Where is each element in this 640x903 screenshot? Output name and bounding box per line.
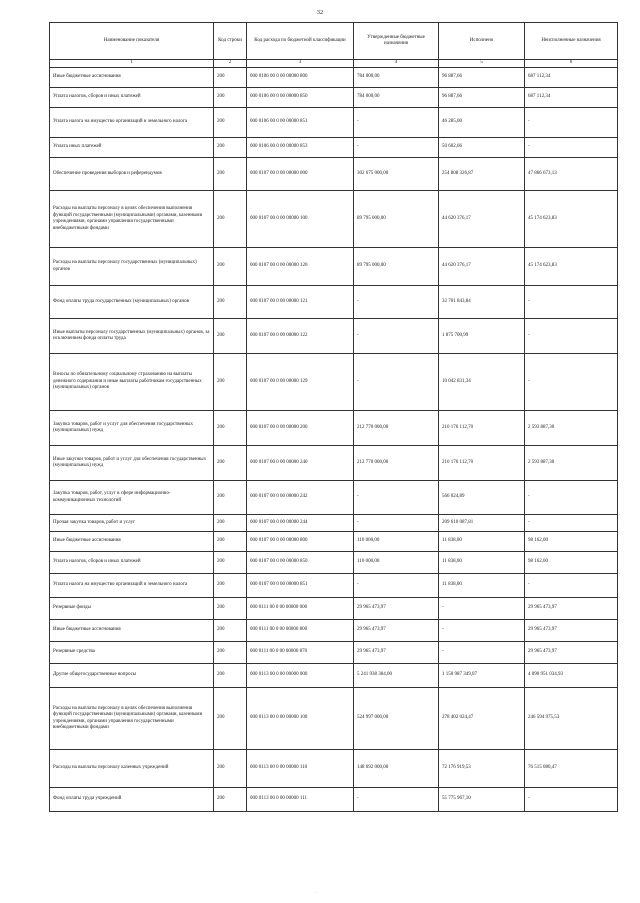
row-executed: 72 176 919,53: [439, 750, 525, 788]
row-unexecuted: 2 593 887,30: [525, 446, 618, 481]
row-unexecuted: -: [525, 354, 618, 411]
row-line-code: 200: [214, 552, 247, 574]
row-expense-code: 000 0107 00 0 00 00000 851: [247, 574, 354, 598]
row-approved: -: [354, 138, 439, 158]
row-line-code: 200: [214, 411, 247, 446]
row-approved: 148 692 000,00: [354, 750, 439, 788]
header-line-code: Код строки: [214, 23, 247, 60]
row-approved: 29 965 473,97: [354, 642, 439, 664]
row-approved: -: [354, 515, 439, 532]
column-number: 3: [247, 60, 354, 68]
row-unexecuted: 29 965 473,97: [525, 620, 618, 642]
table-row: [50, 446, 618, 481]
row-expense-code: 000 0107 00 0 00 00000 240: [247, 446, 354, 481]
row-name: Расходы на выплаты персоналу государственных (муниципальных) органов: [50, 248, 214, 286]
row-name: Иные закупки товаров, работ и услуг для обеспечения государственных (муниципальных) нужд: [50, 446, 214, 481]
table-row: [50, 750, 618, 788]
table-row: [50, 598, 618, 620]
row-name: Расходы на выплаты персоналу в целях обеспечения выполнения функций государственными (муниципальными) органами, казенными учреждениями, органами управления государственными внебюджетными фондами: [50, 688, 214, 750]
table-row: [50, 688, 618, 750]
header-expense-code: Код расхода по бюджетной классификации: [247, 23, 354, 60]
table-row: [50, 108, 618, 138]
table-row: [50, 532, 618, 552]
column-number: 6: [525, 60, 618, 68]
row-line-code: 200: [214, 108, 247, 138]
row-executed: -: [439, 642, 525, 664]
column-number: 5: [439, 60, 525, 68]
row-expense-code: 000 0106 00 0 00 00000 800: [247, 68, 354, 88]
row-expense-code: 000 0107 00 0 00 00000 120: [247, 248, 354, 286]
row-executed: 32 701 843,84: [439, 286, 525, 319]
row-executed: 254 808 326,87: [439, 158, 525, 191]
row-expense-code: 000 0107 00 0 00 00000 100: [247, 191, 354, 248]
row-unexecuted: 246 594 975,53: [525, 688, 618, 750]
row-name: Уплата иных платежей: [50, 138, 214, 158]
header-indicator-name: Наименование показателя: [50, 23, 214, 60]
row-approved: -: [354, 286, 439, 319]
row-executed: 44 620 376,17: [439, 191, 525, 248]
row-unexecuted: -: [525, 788, 618, 812]
table-row: [50, 354, 618, 411]
row-executed: -: [439, 598, 525, 620]
row-unexecuted: -: [525, 481, 618, 515]
table-row: [50, 248, 618, 286]
row-line-code: 200: [214, 68, 247, 88]
column-number: 4: [354, 60, 439, 68]
table-row: [50, 286, 618, 319]
row-unexecuted: 45 174 623,83: [525, 191, 618, 248]
row-unexecuted: -: [525, 138, 618, 158]
table-row: [50, 574, 618, 598]
row-unexecuted: 4 090 951 034,93: [525, 664, 618, 688]
row-executed: 50 602,66: [439, 138, 525, 158]
row-expense-code: 000 0106 00 0 00 00000 850: [247, 88, 354, 108]
row-approved: 110 000,00: [354, 552, 439, 574]
table-row: [50, 138, 618, 158]
table-row: [50, 788, 618, 812]
row-name: Уплата налога на имущество организаций и земельного налога: [50, 108, 214, 138]
row-executed: 566 024,89: [439, 481, 525, 515]
row-executed: 96 887,66: [439, 88, 525, 108]
column-number-row: [50, 60, 618, 68]
row-unexecuted: -: [525, 515, 618, 532]
row-name: Уплата налогов, сборов и иных платежей: [50, 88, 214, 108]
row-unexecuted: 76 515 080,47: [525, 750, 618, 788]
row-line-code: 200: [214, 248, 247, 286]
row-approved: 110 000,00: [354, 532, 439, 552]
row-line-code: 200: [214, 788, 247, 812]
row-line-code: 200: [214, 138, 247, 158]
row-unexecuted: 98 162,00: [525, 552, 618, 574]
row-executed: 96 887,66: [439, 68, 525, 88]
row-line-code: 200: [214, 481, 247, 515]
row-name: Уплата налога на имущество организаций и земельного налога: [50, 574, 214, 598]
row-unexecuted: -: [525, 108, 618, 138]
table-row: [50, 642, 618, 664]
row-expense-code: 000 0107 00 0 00 00000 800: [247, 532, 354, 552]
row-line-code: 200: [214, 598, 247, 620]
row-approved: -: [354, 319, 439, 354]
row-name: Обеспечение проведения выборов и референдумов: [50, 158, 214, 191]
row-line-code: 200: [214, 750, 247, 788]
table-row: [50, 319, 618, 354]
row-line-code: 200: [214, 354, 247, 411]
row-expense-code: 000 0107 00 0 00 00000 850: [247, 552, 354, 574]
row-name: Фонд оплаты труда учреждений: [50, 788, 214, 812]
row-executed: 1 875 700,99: [439, 319, 525, 354]
row-approved: 784 000,00: [354, 68, 439, 88]
row-line-code: 200: [214, 688, 247, 750]
row-expense-code: 000 0111 00 0 00 00000 870: [247, 642, 354, 664]
row-unexecuted: 687 112,34: [525, 68, 618, 88]
row-approved: 524 997 000,00: [354, 688, 439, 750]
page-number: 32: [316, 9, 324, 16]
row-executed: 210 176 112,70: [439, 411, 525, 446]
row-name: Взносы по обязательному социальному страхованию на выплаты денежного содержания и иные выплаты работникам государственных (муниципальных) органов: [50, 354, 214, 411]
row-approved: 5 241 938 384,00: [354, 664, 439, 688]
row-expense-code: 000 0111 00 0 00 00000 000: [247, 598, 354, 620]
table-body: [50, 68, 618, 812]
row-expense-code: 000 0107 00 0 00 00000 200: [247, 411, 354, 446]
row-expense-code: 000 0113 00 0 00 00000 000: [247, 664, 354, 688]
row-unexecuted: 29 965 473,97: [525, 642, 618, 664]
row-line-code: 200: [214, 620, 247, 642]
row-unexecuted: -: [525, 574, 618, 598]
row-approved: 784 000,00: [354, 88, 439, 108]
row-executed: 11 838,00: [439, 552, 525, 574]
row-expense-code: 000 0107 00 0 00 00000 121: [247, 286, 354, 319]
row-expense-code: 000 0106 00 0 00 00000 853: [247, 138, 354, 158]
row-name: Иные бюджетные ассигнования: [50, 68, 214, 88]
row-name: Уплата налогов, сборов и иных платежей: [50, 552, 214, 574]
row-name: Расходы на выплаты персоналу в целях обеспечения выполнения функций государственными (муниципальными) органами, казенными учреждениями, органами управления государственными внебюджетными фондами: [50, 191, 214, 248]
row-executed: 11 838,00: [439, 532, 525, 552]
row-line-code: 200: [214, 664, 247, 688]
scan-mark: ·: [315, 891, 317, 896]
row-line-code: 200: [214, 446, 247, 481]
row-line-code: 200: [214, 286, 247, 319]
row-name: Иные выплаты персоналу государственных (муниципальных) органов, за исключением фонда оплаты труда: [50, 319, 214, 354]
header-executed: Исполнено: [439, 23, 525, 60]
row-unexecuted: 47 866 673,13: [525, 158, 618, 191]
row-line-code: 200: [214, 88, 247, 108]
table-row: [50, 68, 618, 88]
table-row: [50, 664, 618, 688]
row-expense-code: 000 0107 00 0 00 00000 122: [247, 319, 354, 354]
row-line-code: 200: [214, 158, 247, 191]
row-executed: 210 176 112,70: [439, 446, 525, 481]
row-name: Расходы на выплаты персоналу казенных учреждений: [50, 750, 214, 788]
row-expense-code: 000 0113 00 0 00 00000 100: [247, 688, 354, 750]
row-approved: -: [354, 108, 439, 138]
row-expense-code: 000 0107 00 0 00 00000 242: [247, 481, 354, 515]
table-row: [50, 158, 618, 191]
row-unexecuted: 98 162,00: [525, 532, 618, 552]
table-row: [50, 481, 618, 515]
row-name: Иные бюджетные ассигнования: [50, 532, 214, 552]
budget-execution-table: [49, 22, 618, 812]
row-approved: -: [354, 354, 439, 411]
row-name: Другие общегосударственные вопросы: [50, 664, 214, 688]
column-number: 2: [214, 60, 247, 68]
table-row: [50, 552, 618, 574]
row-name: Иные бюджетные ассигнования: [50, 620, 214, 642]
table-row: [50, 515, 618, 532]
table-header-row: [50, 23, 618, 60]
row-name: Закупка товаров, работ, услуг в сфере информационно-коммуникационных технологий: [50, 481, 214, 515]
row-approved: 302 675 000,00: [354, 158, 439, 191]
row-approved: 212 770 000,00: [354, 446, 439, 481]
row-approved: 89 795 000,00: [354, 248, 439, 286]
row-approved: -: [354, 574, 439, 598]
row-approved: 89 795 000,00: [354, 191, 439, 248]
row-executed: 278 402 024,47: [439, 688, 525, 750]
row-executed: 10 042 831,34: [439, 354, 525, 411]
row-line-code: 200: [214, 642, 247, 664]
row-executed: 209 610 087,81: [439, 515, 525, 532]
row-executed: 55 775 967,10: [439, 788, 525, 812]
row-expense-code: 000 0111 00 0 00 00000 800: [247, 620, 354, 642]
row-approved: 29 965 473,97: [354, 598, 439, 620]
header-approved: Утвержденные бюджетные назначения: [354, 23, 439, 60]
table-row: [50, 620, 618, 642]
row-name: Резервные фонды: [50, 598, 214, 620]
row-expense-code: 000 0107 00 0 00 00000 244: [247, 515, 354, 532]
table-row: [50, 191, 618, 248]
header-unexecuted: Неисполненные назначения: [525, 23, 618, 60]
row-line-code: 200: [214, 191, 247, 248]
row-unexecuted: 2 593 887,30: [525, 411, 618, 446]
row-name: Закупка товаров, работ и услуг для обеспечения государственных (муниципальных) нужд: [50, 411, 214, 446]
row-approved: -: [354, 788, 439, 812]
row-executed: 44 620 376,17: [439, 248, 525, 286]
row-executed: -: [439, 620, 525, 642]
row-line-code: 200: [214, 319, 247, 354]
row-executed: 11 838,00: [439, 574, 525, 598]
row-unexecuted: 687 112,34: [525, 88, 618, 108]
row-expense-code: 000 0107 00 0 00 00000 000: [247, 158, 354, 191]
row-approved: 212 770 000,00: [354, 411, 439, 446]
row-name: Фонд оплаты труда государственных (муниципальных) органов: [50, 286, 214, 319]
row-approved: 29 965 473,97: [354, 620, 439, 642]
row-approved: -: [354, 481, 439, 515]
row-expense-code: 000 0106 00 0 00 00000 851: [247, 108, 354, 138]
row-line-code: 200: [214, 532, 247, 552]
row-expense-code: 000 0107 00 0 00 00000 129: [247, 354, 354, 411]
row-name: Резервные средства: [50, 642, 214, 664]
row-unexecuted: -: [525, 286, 618, 319]
row-line-code: 200: [214, 574, 247, 598]
column-number: 1: [50, 60, 214, 68]
table-row: [50, 88, 618, 108]
table-row: [50, 411, 618, 446]
row-expense-code: 000 0113 00 0 00 00000 110: [247, 750, 354, 788]
row-unexecuted: -: [525, 319, 618, 354]
row-name: Прочая закупка товаров, работ и услуг: [50, 515, 214, 532]
row-executed: 46 285,00: [439, 108, 525, 138]
row-executed: 1 150 987 349,07: [439, 664, 525, 688]
row-unexecuted: 29 965 473,97: [525, 598, 618, 620]
row-line-code: 200: [214, 515, 247, 532]
row-unexecuted: 45 174 623,83: [525, 248, 618, 286]
row-expense-code: 000 0113 00 0 00 00000 111: [247, 788, 354, 812]
